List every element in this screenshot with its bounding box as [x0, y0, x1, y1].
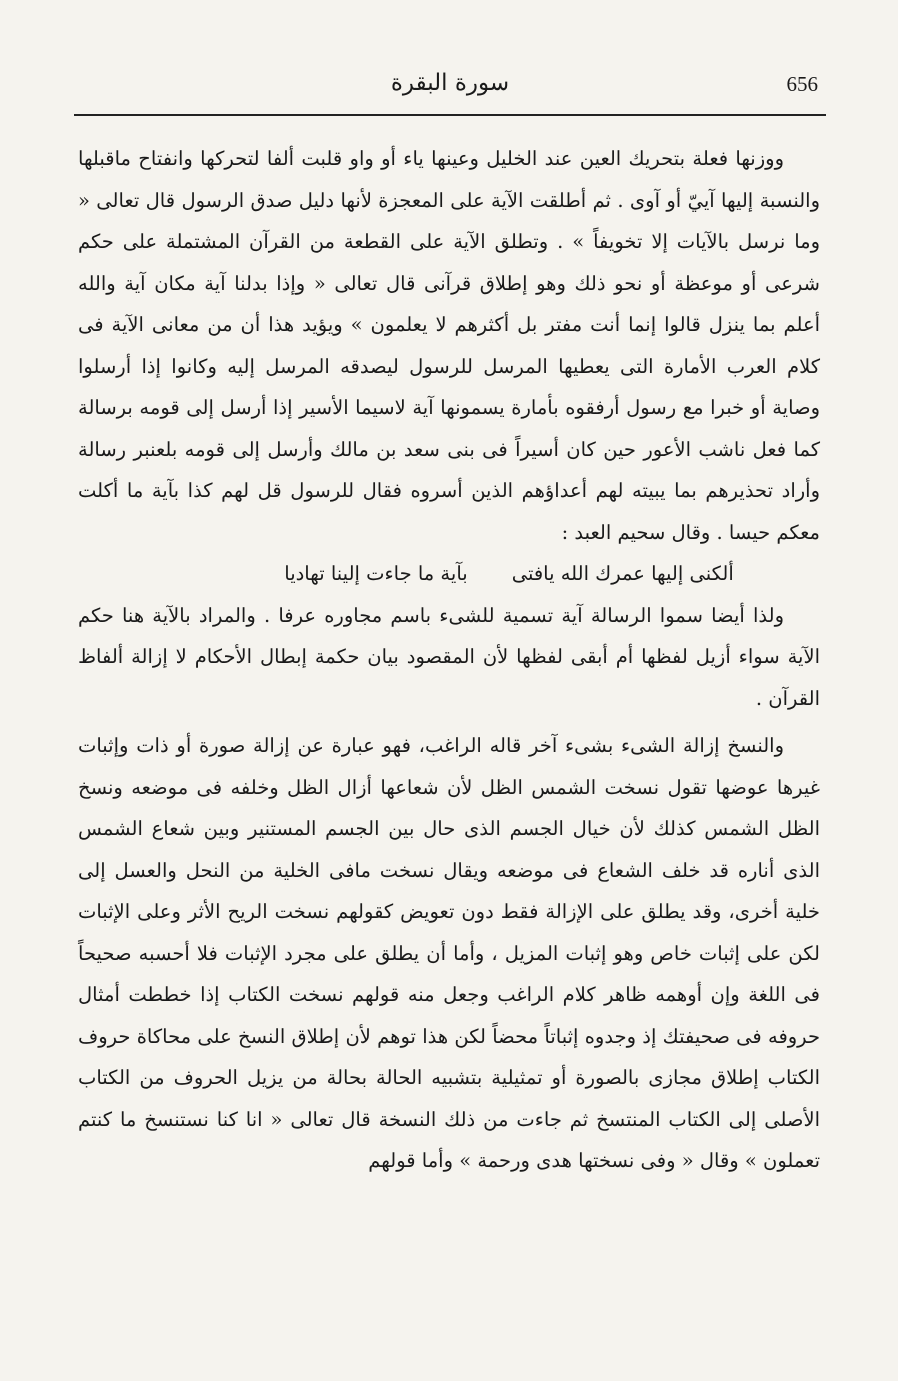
page-header	[74, 66, 826, 110]
poetry-verse	[78, 553, 820, 595]
paragraph: والنسخ إزالة الشىء بشىء آخر قاله الراغب، فهو عبارة عن إزالة صورة أو ذات وإثبات غيرها عوضها تقول نسخت الشمس الظل لأن شعاعها أزال الظل وخلفه فى موضعه ونسخ الظل الشمس كذلك لأن خيال الجسم الذى حال بين الجسم المستنير وبين شعاع الشمس الذى أناره قد خلف الشعاع فى موضعه ويقال نسخت مافى الخلية من النحل والعسل إلى خلية أخرى، وقد يطلق على الإزالة فقط دون تعويض كقولهم نسخت الريح الأثر وعلى الإثبات لكن على إثبات خاص وهو إثبات المزيل ، وأما أن يطلق على مجرد الإثبات فلا أحسبه صحيحاً فى اللغة وإن أوهمه ظاهر كلام الراغب وجعل منه قولهم نسخت الكتاب إذا خططت أمثال حروفه فى صحيفتك إذ وجدوه إثباتاً محضاً لكن هذا توهم لأن إطلاق النسخ على محاكاة حروف الكتاب إطلاق مجازى بالصورة أو تمثيلية بتشبيه الحالة بحالة من يزيل الحروف من الكتاب الأصلى إلى الكتاب المنتسخ ثم جاءت من ذلك النسخة قال تعالى « انا كنا نستنسخ ما كنتم تعملون » وقال « وفى نسختها هدى ورحمة » وأما قولهم	[78, 734, 820, 1172]
text-body	[78, 138, 820, 1182]
header-rule	[74, 114, 826, 116]
paragraph: ووزنها فعلة بتحريك العين عند الخليل وعينها ياء أو واو قلبت ألفا لتحركها وانفتاح ماقبلها والنسبة إليها آييّ أو آوى . ثم أطلقت الآية على المعجزة لأنها دليل صدق الرسول قال تعالى « وما نرسل بالآيات إلا تخويفاً » . وتطلق الآية على القطعة من القرآن المشتملة على حكم شرعى أو موعظة أو نحو ذلك وهو إطلاق قرآنى قال تعالى « وإذا بدلنا آية مكان آية والله أعلم بما ينزل قالوا إنما أنت مفتر بل أكثرهم لا يعلمون » ويؤيد هذا أن من معانى الآية فى كلام العرب الأمارة التى يعطيها المرسل للرسول ليصدقه المرسل إليه وكانوا إذا أرسلوا وصاية أو خبرا مع رسول أرفقوه بأمارة يسمونها آية لاسيما الأسير إذا أرسل إلى قومه برسالة كما فعل ناشب الأعور حين كان أسيراً فى بنى سعد بن مالك وأرسل إلى قومه بلعنبر رسالة وأراد تحذيرهم بما يبيته لهم أعداؤهم الذين أسروه فقال للرسول قل لهم كذا بآية ما أكلت معكم حيسا . وقال سحيم العبد :	[78, 147, 820, 544]
paragraph: ولذا أيضا سموا الرسالة آية تسمية للشىء باسم مجاوره عرفا . والمراد بالآية هنا حكم الآية سواء أزيل لفظها أم أبقى لفظها لأن المقصود بيان حكمة إبطال الأحكام لا إزالة ألفاظ القرآن .	[78, 603, 820, 710]
running-title: سورة البقرة	[390, 70, 510, 96]
verse-hemistich-first: ألكنى إليها عمرك الله يافتى	[511, 562, 734, 585]
page-number: 656	[786, 72, 818, 96]
verse-hemistich-second: بآية ما جاءت إلينا تهاديا	[284, 562, 468, 585]
